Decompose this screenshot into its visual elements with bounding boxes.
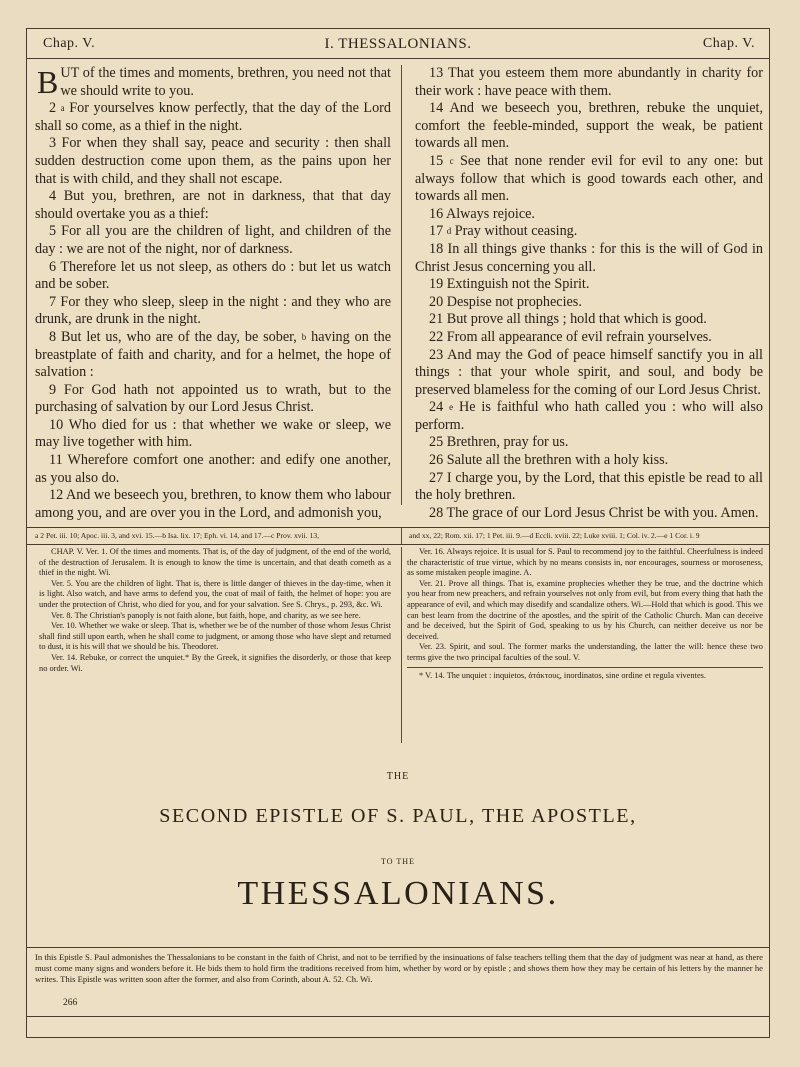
notes-left bbox=[39, 547, 391, 674]
verse-6: 6 Therefore let us not sleep, as others do : but let us watch and be sober. bbox=[35, 258, 391, 293]
cross-references-left: a 2 Pet. iii. 10; Apoc. iii. 3, and xvi. 15.—b Isa. lix. 17; Eph. vi. 14, and 17.—c Prov. xvii. 13, bbox=[35, 531, 320, 540]
verse-28: 28 The grace of our Lord Jesus Christ be with you. Amen. bbox=[429, 504, 759, 521]
verse-10: 10 Who died for us : that whether we wake or sleep, we may live together with him. bbox=[35, 416, 391, 451]
book-title-header: I. THESSALONIANS. bbox=[324, 36, 472, 52]
verse-5: 5 For all you are the children of light, and children of the day : we are not of the night, nor of darkness. bbox=[35, 223, 391, 257]
verse-14: 14 And we beseech you, brethren, rebuke the unquiet, comfort the feeble-minded, support the weak, be patient towards all men. bbox=[415, 100, 763, 152]
verse-18: 18 In all things give thanks : for this is the will of God in Christ Jesus concerning you all. bbox=[415, 240, 763, 275]
verse-16: 16 Always rejoice. bbox=[429, 205, 535, 222]
verse-13: 13 That you esteem them more abundantly in charity for their work : have peace with them. bbox=[415, 65, 763, 99]
verse-7: 7 For they who sleep, sleep in the night : and they who are drunk, are drunk in the night. bbox=[35, 293, 391, 328]
verse-1: BUT of the times and moments, brethren, you need not that we should write to you. bbox=[37, 64, 391, 100]
title-to-the: TO THE bbox=[381, 857, 415, 866]
page-number: 266 bbox=[63, 998, 78, 1008]
footnote-marker: e bbox=[449, 402, 454, 413]
verse-27: 27 I charge you, by the Lord, that this epistle be read to all the holy brethren. bbox=[415, 469, 763, 504]
verse-20: 20 Despise not prophecies. bbox=[429, 293, 582, 310]
note-verse-21: Ver. 21. Prove all things. That is, examine prophecies whether they be true, and the doctrine which you hear from new preachers, and refrain yourselves not only from evil, but from every thing that hath the appearance of evil, and which may disedify and scandalize others. Wi.—Hold that which is good. This we can best learn from the doctrine of the apostles, and the spirit of the Catholic Church. Man can deceive and be deceived, but the Spirit of God, speaking to us by his Church, can neither deceive us nor be deceived. bbox=[407, 578, 763, 641]
verse-25: 25 Brethren, pray for us. bbox=[429, 434, 569, 451]
cross-references-divider bbox=[401, 528, 402, 544]
note-verse-1: CHAP. V. Ver. 1. Of the times and moments. That is, of the day of judgment, of the end of the world, of the destruction of Jerusalem. It is enough to know the time is uncertain, and that death cometh as a thief in the night. Wi. bbox=[39, 547, 391, 578]
bottom-rule bbox=[27, 1016, 769, 1017]
verse-11: 11 Wherefore comfort one another: and edify one another, as you also do. bbox=[35, 452, 391, 486]
verse-12: 12 And we beseech you, brethren, to know them who labour among you, and are over you in the Lord, and admonish you, bbox=[35, 487, 391, 521]
verse-3: 3 For when they shall say, peace and security : then shall sudden destruction come upon them, as the pains upon her that is with child, and they shall not escape. bbox=[35, 135, 391, 187]
scripture-columns bbox=[27, 59, 769, 529]
verse-17: 17 $^d$ Pray without ceasing. bbox=[429, 223, 578, 240]
epistle-argument bbox=[27, 947, 769, 1039]
cross-references-right: and xx, 22; Rom. xii. 17; 1 Pet. iii. 9.—d Eccli. xviii. 22; Luke xviii. 1; Col. iv. 2.—e 1 Cor. i. 9 bbox=[409, 531, 700, 540]
note-verse-14: Ver. 14. Rebuke, or correct the unquiet.* By the Greek, it signifies the disorderly, or those that keep no order. Wi. bbox=[39, 652, 391, 673]
verse-26: 26 Salute all the brethren with a holy kiss. bbox=[429, 452, 669, 469]
verse-24: 24 $^e$ He is faithful who hath called you : who will also perform. bbox=[415, 399, 764, 433]
note-verse-23: Ver. 23. Spirit, and soul. The former marks the understanding, the latter the will: hence these two terms give the two principal faculties of the soul. V. bbox=[407, 642, 763, 662]
verse-21: 21 But prove all things ; hold that which is good. bbox=[429, 311, 707, 328]
footnote-marker: a bbox=[60, 103, 65, 114]
verse-4: 4 But you, brethren, are not in darkness, that that day should overtake you as a thief: bbox=[35, 188, 391, 222]
cross-references bbox=[27, 527, 769, 545]
note-verse-16: Ver. 16. Always rejoice. It is usual for S. Paul to recommend joy to the faithful. Cheerfulness is indeed the characteristic of true virtue, which by no means consists in, nor encourages, sourness or moroseness, as some mistaken people imagine. A. bbox=[407, 547, 763, 578]
note-verse-5: Ver. 5. You are the children of light. That is, there is little danger of thieves in the day-time, when it is light. Also watch, and have arms to defend you, the coat of mail of faith, the helmet of hope: you are under the protection of Christ, who died for you, and for your salvation. See S. Chrys., p. 293, &c. Wi. bbox=[39, 578, 391, 609]
footnote-marker: b bbox=[301, 331, 307, 342]
verse-19: 19 Extinguish not the Spirit. bbox=[429, 276, 590, 293]
verse-15: 15 $^c$ See that none render evil for evil to any one: but always follow that which is good towards each other, and towards all men. bbox=[415, 152, 763, 205]
footnote-marker: d bbox=[446, 226, 452, 237]
title-thessalonians: THESSALONIANS. bbox=[237, 875, 559, 912]
title-main: SECOND EPISTLE OF S. PAUL, THE APOSTLE, bbox=[159, 805, 637, 827]
drop-cap: B bbox=[37, 64, 59, 100]
argument-text: In this Epistle S. Paul admonishes the Thessalonians to be constant in the faith of Christ, and not to be terrified by the insinuations of false teachers telling them that the day of judgment was near at hand, as there must come many signs and wonders before it. He bids them to hold firm the traditions received from him, whether by word or by epistle ; and shows them how they may be certain of his letters by the manner he writes. This Epistle was written soon after the former, and also from Corinth, about A. 52. Ch. Wi. bbox=[35, 952, 763, 984]
verse-2: 2 $^a$ For yourselves know perfectly, that the day of the Lord shall so come, as a thief in the night. bbox=[35, 100, 392, 134]
book-page bbox=[26, 28, 770, 1038]
note-rule bbox=[407, 667, 763, 668]
chapter-label-right: Chap. V. bbox=[702, 36, 755, 51]
verse-8: 8 But let us, who are of the day, be sober, $^b$ having on the breastplate of faith and charity, and for a helmet, the hope of salvation : bbox=[35, 328, 392, 381]
note-verse-8: Ver. 8. The Christian's panoply is not faith alone, but faith, hope, and charity, as we see here. bbox=[51, 610, 361, 620]
footnote-marker: c bbox=[449, 155, 454, 166]
title-the: THE bbox=[386, 771, 410, 782]
running-head bbox=[27, 29, 769, 59]
column-divider bbox=[401, 65, 402, 505]
verse-22: 22 From all appearance of evil refrain yourselves. bbox=[429, 328, 712, 345]
verse-9: 9 For God hath not appointed us to wrath, but to the purchasing of salvation by our Lord Jesus Christ. bbox=[35, 381, 391, 416]
left-column bbox=[35, 65, 391, 522]
right-column bbox=[415, 65, 763, 522]
note-greek: * V. 14. The unquiet : inquietos, ἀτάκτους, inordinatos, sine ordine et regula viventes. bbox=[419, 670, 707, 680]
notes-divider bbox=[401, 547, 402, 743]
commentary-notes bbox=[27, 547, 769, 747]
chapter-label-left: Chap. V. bbox=[43, 36, 96, 51]
note-verse-10: Ver. 10. Whether we wake or sleep. That is, whether we be of the number of those whom Jesus Christ shall find still upon earth, when he shall come to judgment, or among those who have slept and returned to dust, it is his will that we should be his. Theodoret. bbox=[39, 621, 391, 652]
verse-23: 23 And may the God of peace himself sanctify you in all things : that your whole spirit, and soul, and body be preserved blameless for the coming of our Lord Jesus Christ. bbox=[415, 346, 763, 398]
notes-right bbox=[407, 547, 763, 681]
